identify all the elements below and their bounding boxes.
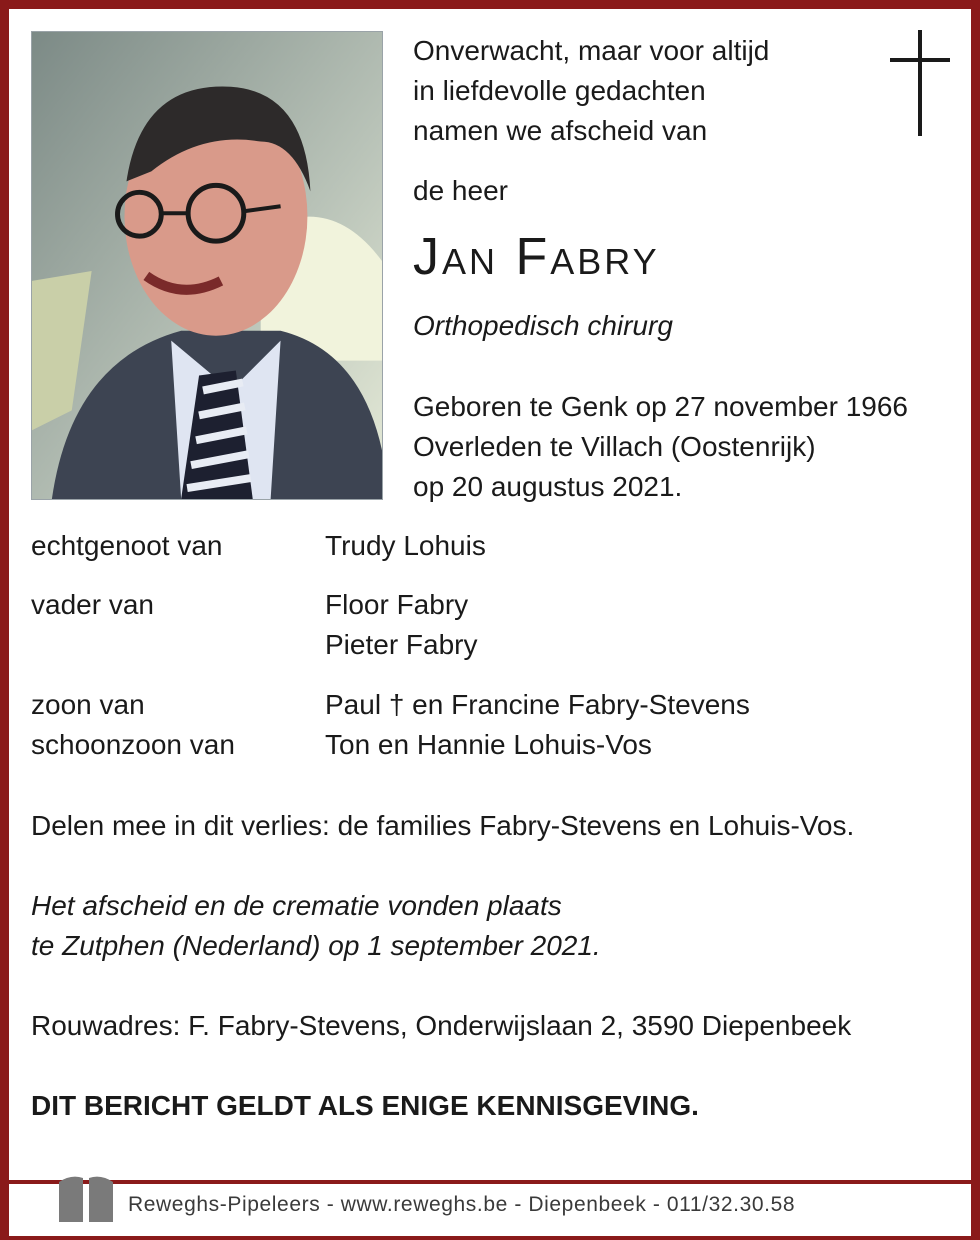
funeral-home-footer: Reweghs-Pipeleers - www.reweghs.be - Diepenbeek - 011/32.30.58 <box>128 1193 796 1216</box>
intro-line: Onverwacht, maar voor altijd <box>413 35 770 66</box>
relation-value <box>325 585 478 665</box>
relation-label: zoon van <box>31 689 145 720</box>
portrait-photo <box>31 31 383 500</box>
relation-label: vader van <box>31 589 154 620</box>
date-line: Overleden te Villach (Oostenrijk) <box>413 431 816 462</box>
intro-line: in liefdevolle gedachten <box>413 75 706 106</box>
intro-line: namen we afscheid van <box>413 115 708 146</box>
date-line: Geboren te Genk op 27 november 1966 <box>413 391 909 422</box>
ceremony-line: Het afscheid en de crematie vonden plaats <box>31 890 562 921</box>
relation-label: echtgenoot van <box>31 530 223 561</box>
honorific: de heer <box>413 175 508 206</box>
profession: Orthopedisch chirurg <box>413 310 673 341</box>
ceremony-text <box>31 886 601 966</box>
ceremony-line: te Zutphen (Nederland) op 1 september 2021. <box>31 930 601 961</box>
relation-value: Trudy Lohuis <box>325 530 486 561</box>
mourning-address: Rouwadres: F. Fabry-Stevens, Onderwijslaan 2, 3590 Diepenbeek <box>31 1010 852 1041</box>
relation-value: Paul † en Francine Fabry-Stevens <box>325 689 750 720</box>
shared-loss: Delen mee in dit verlies: de families Fabry-Stevens en Lohuis-Vos. <box>31 810 855 841</box>
life-dates <box>413 387 908 507</box>
cross-icon <box>890 30 950 136</box>
deceased-name: Jan Fabry <box>413 228 660 286</box>
relation-value: Ton en Hannie Lohuis-Vos <box>325 729 652 760</box>
footer-bottom-border <box>9 1236 971 1240</box>
date-line: op 20 augustus 2021. <box>413 471 683 502</box>
footer-divider <box>9 1180 971 1184</box>
funeral-home-logo-icon <box>57 1170 115 1222</box>
notice: DIT BERICHT GELDT ALS ENIGE KENNISGEVING. <box>31 1090 699 1121</box>
intro-text <box>413 31 769 151</box>
relation-name: Floor Fabry <box>325 589 469 620</box>
relation-name: Pieter Fabry <box>325 629 478 660</box>
relation-label: schoonzoon van <box>31 729 235 760</box>
